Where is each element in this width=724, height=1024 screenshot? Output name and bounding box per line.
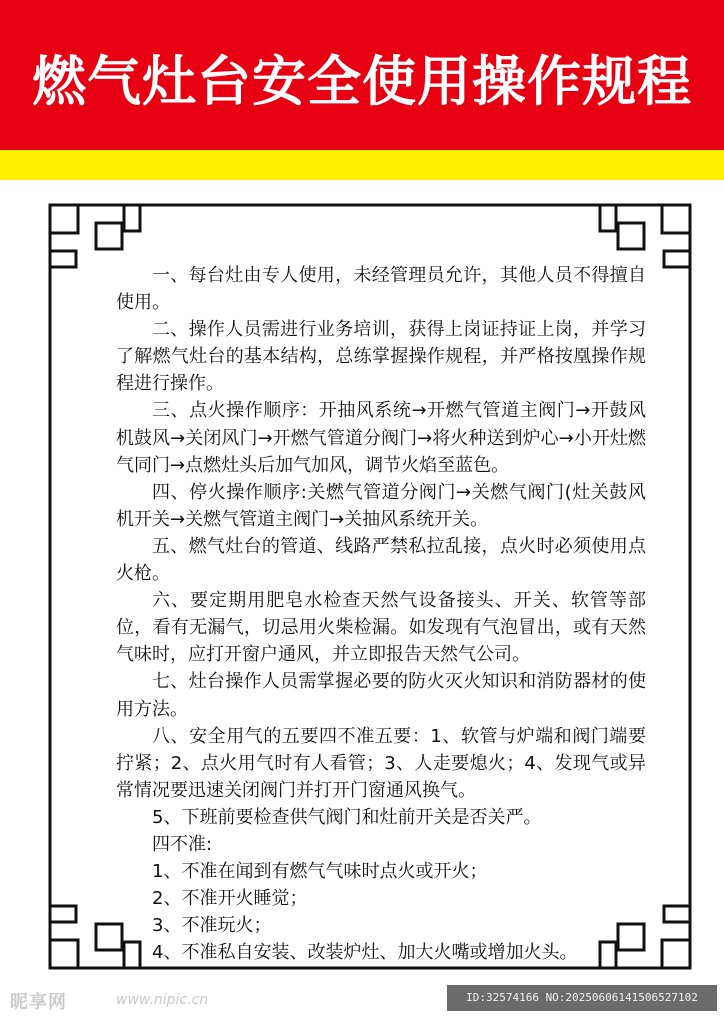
- image-id-label: ID:32574166 NO:20250606141506527102: [447, 985, 717, 1011]
- four-not-item: 3、不准玩火；: [152, 915, 272, 937]
- rule-paragraph: 5、下班前要检查供气阀门和灶前开关是否关严。: [152, 806, 542, 828]
- rules-content: [116, 262, 646, 966]
- rule-paragraph: 二、操作人员需进行业务培训，获得上岗证持证上岗，并学习了解燃气灶台的基本结构，总练掌握操作规程，并严格按凰操作规程进行操作。: [116, 319, 646, 395]
- rule-paragraph: 四、停火操作顺序:关燃气管道分阀门→关燃气阀门(灶关鼓风机开关→关燃气管道主阀门→关抽风系统开关。: [116, 481, 646, 530]
- watermark-logo: 昵享网: [10, 992, 67, 1013]
- watermark-url: www.nipic.cn: [116, 992, 209, 1008]
- rule-paragraph: 七、灶台操作人员需掌握必要的防火灭火知识和消防器材的使用方法。: [116, 671, 646, 720]
- rule-paragraph: 三、点火操作顺序：开抽风系统→开燃气管道主阀门→开鼓风机鼓风→关闭风门→开燃气管道分阀门→将火种送到炉心→小开灶燃气同门→点燃灶头后加气加风，调节火焰至蓝色。: [116, 400, 646, 476]
- page-title: 燃气灶台安全使用操作规程: [32, 50, 692, 113]
- rule-paragraph: 一、每台灶由专人使用，未经管理员允许，其他人员不得擅自使用。: [116, 265, 646, 314]
- rule-paragraph: 六、要定期用肥皂水检查天然气设备接头、开关、软管等部位，看有无漏气，切忌用火柴检漏。如发现有气泡冒出，或有天然气味时，应打开窗户通风，并立即报告天然气公司。: [116, 590, 646, 666]
- four-not-item: 2、不准开火睡觉；: [152, 888, 308, 910]
- rule-paragraph: 八、安全用气的五要四不准五要：1、软管与炉端和阀门端要拧紧；2、点火用气时有人看管；3、人走要熄火；4、发现气或异常情况要迅速关闭阀门并打开门窗通风换气。: [116, 725, 646, 801]
- four-not-heading: 四不准:: [152, 833, 213, 855]
- four-not-item: 1、不准在闻到有燃气气味时点火或开火；: [152, 861, 488, 883]
- four-not-item: 4、不准私自安装、改装炉灶、加大火嘴或增加火头。: [152, 942, 578, 964]
- rule-paragraph: 五、燃气灶台的管道、线路严禁私拉乱接，点火时必须使用点火枪。: [116, 535, 646, 585]
